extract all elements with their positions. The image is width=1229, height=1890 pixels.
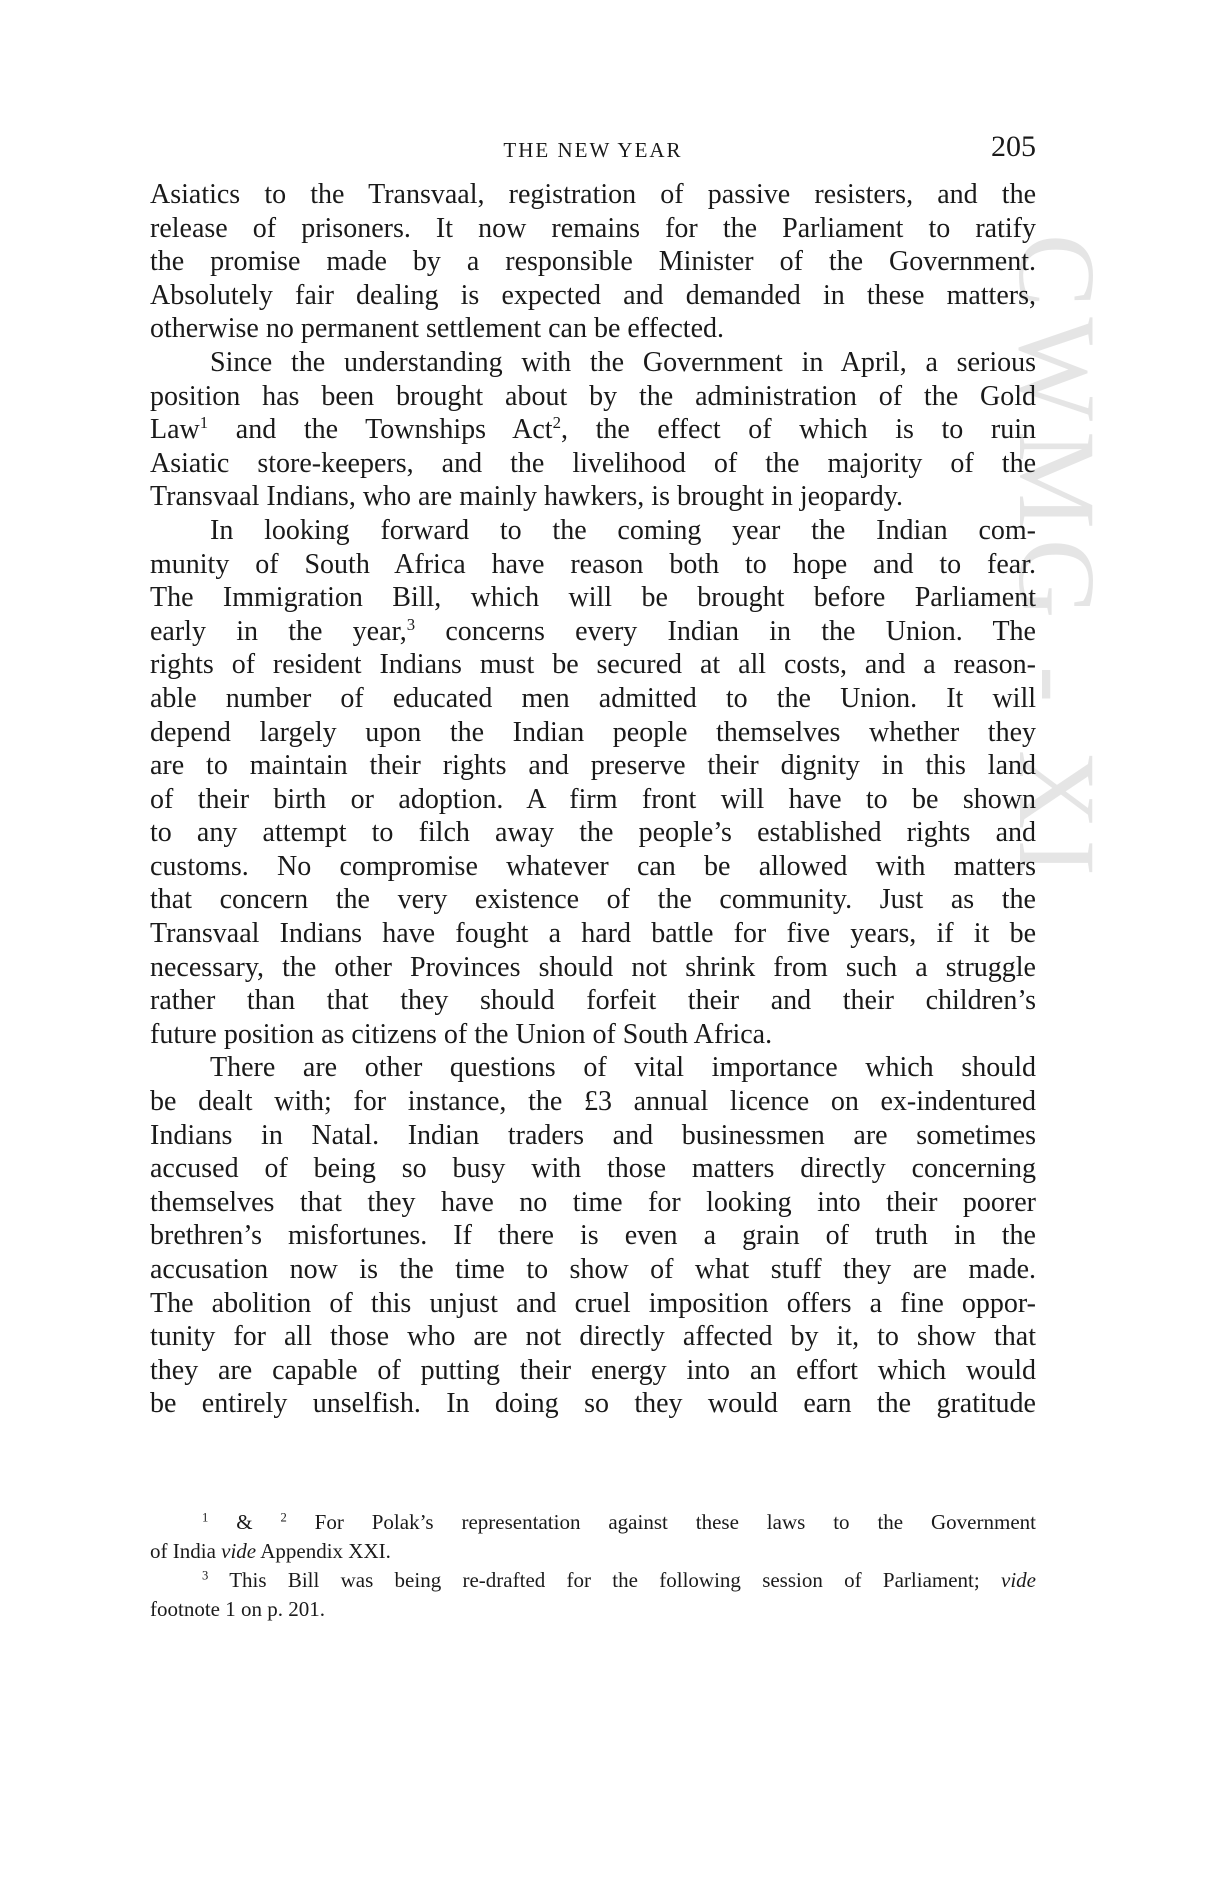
- text-line: of their birth or adoption. A firm front will have to be shown: [150, 783, 1036, 815]
- footnote-italic: vide: [1001, 1568, 1036, 1592]
- footnote-marker: 3: [202, 1568, 209, 1583]
- text-fragment: and the Townships Act: [208, 414, 553, 446]
- text-line: Asiatic store-keepers, and the livelihood of the majority of the: [150, 447, 1036, 479]
- text-line: they are capable of putting their energy into an effort which would: [150, 1354, 1036, 1386]
- text-fragment: , the effect of which is to ruin: [560, 414, 1036, 446]
- text-line: [150, 615, 1036, 649]
- text-line: munity of South Africa have reason both to hope and to fear.: [150, 548, 1036, 580]
- text-line: to any attempt to filch away the people’s established rights and: [150, 817, 1036, 849]
- text-line: In looking forward to the coming year the Indian com-: [210, 514, 1036, 546]
- running-title: THE NEW YEAR: [503, 138, 683, 162]
- text-line: be entirely unselfish. In doing so they would earn the gratitude: [150, 1388, 1036, 1420]
- text-line: Transvaal Indians have fought a hard battle for five years, if it be: [150, 918, 1036, 950]
- footnote-text: of India: [150, 1539, 222, 1563]
- text-line: [150, 413, 1036, 447]
- footnotes: [150, 1508, 1036, 1624]
- text-fragment: concerns every Indian in the Union. The: [415, 615, 1036, 647]
- footnote-1-cont: [150, 1537, 1036, 1566]
- text-line: brethren’s misfortunes. If there is even a grain of truth in the: [150, 1220, 1036, 1252]
- text-line: necessary, the other Provinces should not shrink from such a struggle: [150, 951, 1036, 983]
- footnote-ref: 2: [552, 413, 561, 433]
- body-text: [150, 178, 1036, 1421]
- text-line: Since the understanding with the Government in April, a serious: [210, 346, 1036, 378]
- page-number: 205: [991, 130, 1036, 163]
- text-line: The Immigration Bill, which will be brought before Parliament: [150, 582, 1036, 614]
- text-line: There are other questions of vital importance which should: [210, 1052, 1036, 1084]
- text-line: that concern the very existence of the community. Just as the: [150, 884, 1036, 916]
- footnote-text: Appendix XXI.: [256, 1539, 391, 1563]
- text-line: rights of resident Indians must be secured at all costs, and a reason-: [150, 649, 1036, 681]
- text-line: themselves that they have no time for looking into their poorer: [150, 1186, 1036, 1218]
- footnote-ref: 3: [406, 614, 416, 634]
- footnote-marker: 1: [202, 1510, 209, 1525]
- text-line: position has been brought about by the administration of the Gold: [150, 380, 1036, 412]
- text-line: The abolition of this unjust and cruel imposition offers a fine oppor-: [150, 1287, 1036, 1319]
- footnote-ref: 1: [199, 413, 209, 433]
- text-fragment: Law: [150, 414, 200, 446]
- footnote-text: This Bill was being re-drafted for the following session of Parliament;: [208, 1568, 1002, 1592]
- text-line: accusation now is the time to show of what stuff they are made.: [150, 1254, 1036, 1285]
- text-line: rather than that they should forfeit their and their children’s: [150, 985, 1036, 1017]
- text-line: able number of educated men admitted to the Union. It will: [150, 682, 1036, 714]
- footnote-italic: vide: [221, 1539, 257, 1563]
- text-line: release of prisoners. It now remains for the Parliament to ratify: [150, 212, 1036, 244]
- text-line: tunity for all those who are not directly affected by it, to show that: [150, 1321, 1036, 1353]
- text-line: depend largely upon the Indian people themselves whether they: [150, 716, 1036, 748]
- running-head: [150, 130, 1036, 174]
- text-line: future position as citizens of the Union of South Africa.: [150, 1018, 773, 1050]
- footnote-marker: 2: [280, 1510, 287, 1525]
- footnote-text: &: [208, 1510, 281, 1534]
- footnote-text: For Polak’s representation against these laws to the Government: [286, 1510, 1036, 1534]
- text-line: be dealt with; for instance, the £3 annual licence on ex-indentured: [150, 1086, 1036, 1118]
- text-line: Transvaal Indians, who are mainly hawkers, is brought in jeopardy.: [150, 481, 903, 513]
- text-line: otherwise no permanent settlement can be effected.: [150, 313, 725, 345]
- footnote-3: [150, 1566, 1036, 1595]
- text-line: Absolutely fair dealing is expected and demanded in these matters,: [150, 279, 1036, 311]
- text-line: accused of being so busy with those matters directly concerning: [150, 1153, 1036, 1185]
- text-line: are to maintain their rights and preserve their dignity in this land: [150, 750, 1036, 782]
- text-fragment: early in the year,: [150, 615, 407, 647]
- text-line: customs. No compromise whatever can be allowed with matters: [150, 850, 1036, 882]
- text-line: Asiatics to the Transvaal, registration of passive resisters, and the: [150, 179, 1036, 210]
- watermark-text: CWMG - XI: [996, 233, 1118, 887]
- text-line: the promise made by a responsible Minister of the Government.: [150, 246, 1036, 278]
- footnote-1: [150, 1508, 1036, 1537]
- footnote-3-cont: footnote 1 on p. 201.: [150, 1597, 325, 1621]
- text-line: Indians in Natal. Indian traders and businessmen are sometimes: [150, 1119, 1036, 1151]
